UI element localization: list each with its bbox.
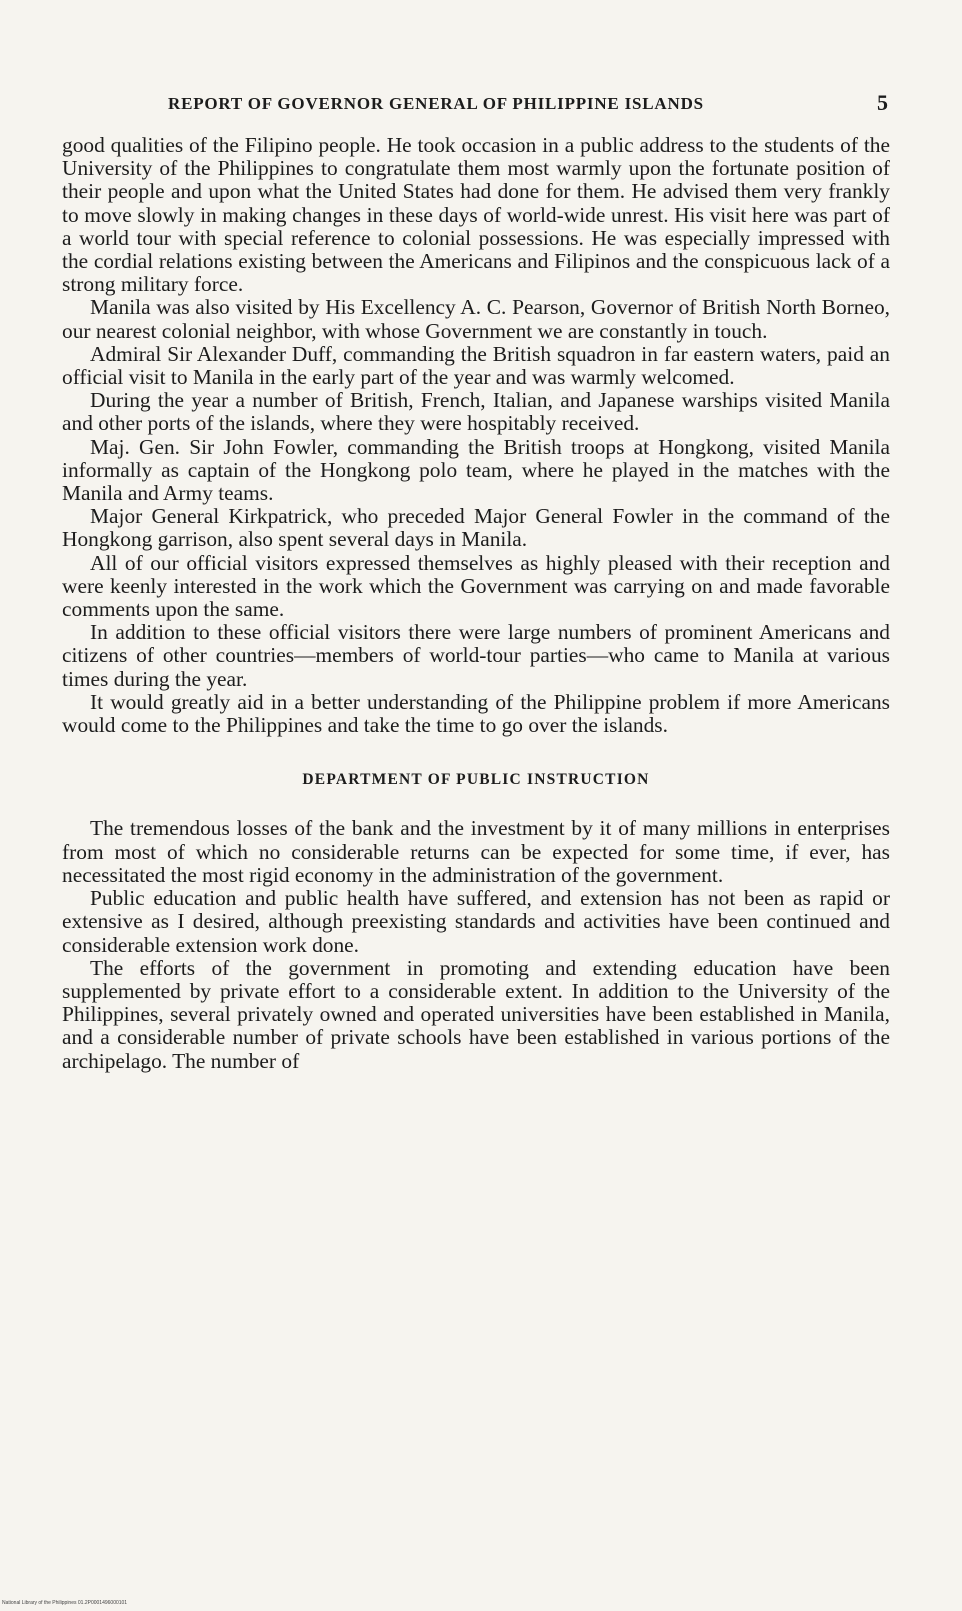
paragraph: Manila was also visited by His Excellency A. C. Pearson, Governor of British North Borneo, our nearest colonial neighbor, with whose Government we are constantly in touch. bbox=[62, 295, 890, 343]
paragraph: Major General Kirkpatrick, who preceded Major General Fowler in the command of the Hongkong garrison, also spent several days in Manila. bbox=[62, 504, 890, 552]
body-text bbox=[62, 134, 890, 1073]
scan-footer-note: National Library of the Philippines 01.2P0001496000101 bbox=[2, 1600, 128, 1606]
document-page bbox=[62, 90, 890, 1073]
paragraph: During the year a number of British, French, Italian, and Japanese warships visited Manila and other ports of the islands, where they were hospitably received. bbox=[62, 388, 890, 436]
paragraph: It would greatly aid in a better understanding of the Philippine problem if more Americans would come to the Philippines and take the time to go over the islands. bbox=[62, 689, 890, 738]
paragraph: All of our official visitors expressed themselves as highly pleased with their reception and were keenly interested in the work which the Government was carrying on and made favorable comments upon the same. bbox=[62, 550, 890, 622]
paragraph: The tremendous losses of the bank and the investment by it of many millions in enterprises from most of which no considerable returns can be expected for some time, if ever, has necessitated the most rigid economy in the administration of the government. bbox=[62, 816, 890, 887]
paragraph: good qualities of the Filipino people. He took occasion in a public address to the students of the University of the Philippines to congratulate them most warmly upon the fortunate position of their people and upon what the United States had done for them. He advised them very frankly to move slowly in making changes in these days of world-wide unrest. His visit here was part of a world tour with special reference to colonial possessions. He was especially impressed with the cordial relations existing between the Americans and Filipinos and the conspicuous lack of a strong military force. bbox=[62, 133, 890, 297]
paragraph: Public education and public health have suffered, and extension has not been as rapid or extensive as I desired, although preexisting standards and activities have been continued and considerable extension work done. bbox=[62, 886, 890, 957]
running-head bbox=[88, 90, 890, 122]
paragraph: Maj. Gen. Sir John Fowler, commanding the British troops at Hongkong, visited Manila informally as captain of the Hongkong polo team, where he played in the matches with the Manila and Army teams. bbox=[62, 434, 890, 506]
paragraph: Admiral Sir Alexander Duff, commanding the British squadron in far eastern waters, paid an official visit to Manila in the early part of the year and was warmly welcomed. bbox=[62, 341, 890, 390]
paragraph: The efforts of the government in promoting and extending education have been supplemented by private effort to a considerable extent. In addition to the University of the Philippines, several privately owned and operated universities have been established in Manila, and a considerable number of private schools have been established in various portions of the archipelago. The number of bbox=[62, 955, 890, 1073]
page-number: 5 bbox=[877, 90, 888, 115]
section-heading: DEPARTMENT OF PUBLIC INSTRUCTION bbox=[302, 771, 650, 789]
paragraph: In addition to these official visitors there were large numbers of prominent Americans and citizens of other countries—members of world-tour parties—who came to Manila at various times during the year. bbox=[62, 620, 890, 691]
running-title: REPORT OF GOVERNOR GENERAL OF PHILIPPINE ISLANDS bbox=[168, 94, 704, 113]
